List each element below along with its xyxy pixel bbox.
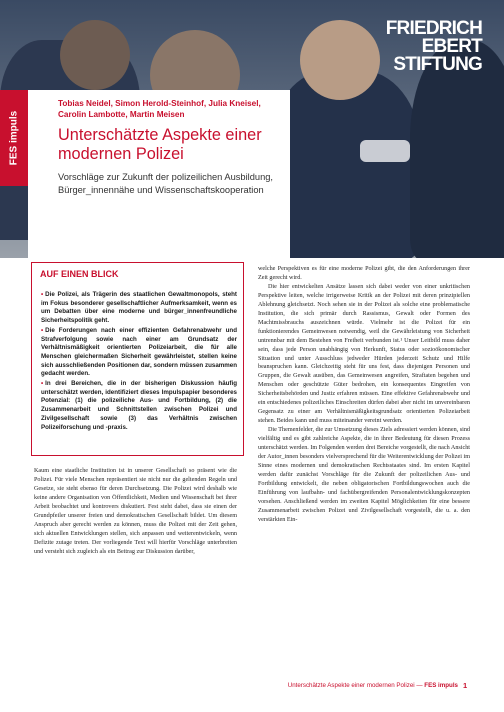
series-tab: [0, 90, 28, 186]
bullet-icon: •: [41, 380, 44, 388]
summary-item: [41, 380, 237, 432]
page-number: 1: [463, 681, 468, 690]
summary-item: [41, 327, 237, 379]
summary-item-text: Die Polizei, als Trägerin des staatlichen Gewaltmonopols, steht im Fokus besonderer gesellschaftlicher Aufmerksamkeit, wenn es um Debatten über eine moderne und bürger_innenfreundliche Sicherheitspolitik geht.: [41, 291, 237, 325]
footer-title: Unterschätzte Aspekte einer modernen Polizei —: [287, 682, 423, 689]
summary-box: [31, 262, 244, 456]
body-paragraph: Kaum eine staatliche Institution ist in unserer Gesellschaft so präsent wie die Polizei. Für viele Menschen repräsentiert sie nicht nur die geltenden Regeln und Gesetze, sie steht ebenso für deren Durchsetzung. Die Polizei wird deshalb wie keine andere Organisation von Öffentlichkeit, Medien und Wissenschaft bei ihrer Arbeit beobachtet und kontrovers diskutiert. Fest steht dabei, dass sie einen der Grundpfeiler unserer freien und demokratischen Gesellschaft bildet. Um diesem Anspruch aber gerecht werden zu können, muss die Polizei mit der Zeit gehen, sich aktuellen Entwicklungen stellen, sich anpassen und weiterentwickeln, wenn Defizite zutage treten. Der vorliegende Text will hierfür Vorschläge unterbreiten und versteht sich zugleich als ein Beitrag zur Diskussion darüber,: [34, 468, 237, 555]
body-column-right: [258, 265, 470, 525]
summary-list: [41, 291, 237, 433]
footer-series: FES impuls: [424, 682, 458, 689]
series-tab-label: FES impuls: [8, 110, 20, 166]
fes-logo: [386, 20, 482, 74]
footer-text: [288, 682, 458, 689]
summary-heading: AUF EINEN BLICK: [40, 269, 119, 279]
page-footer: [0, 682, 504, 694]
photo-figure: [60, 20, 130, 90]
logo-line: EBERT: [421, 36, 482, 57]
photo-figure: [300, 20, 380, 100]
authors: Tobias Neidel, Simon Herold-Steinhof, Julia Kneisel, Carolin Lambotte, Martin Meisen: [58, 99, 261, 120]
summary-item: [41, 291, 237, 326]
body-column-left: [34, 467, 237, 557]
page-subtitle: Vorschläge zur Zukunft der polizeilichen Ausbildung, Bürger_innennähe und Wissenschaftskooperation: [58, 172, 273, 195]
body-paragraph: Die hier entwickelten Ansätze lassen sich dabei weder von einer unkritischen Perspektive leiten, welche irrigerweise Kritik an der Polizei mit deren prinzipiellen Ablehnung gleichsetzt. Noch sehen sie in der Polizei als solche eine problematische Institution, die sich primär durch Rassismus, Gewalt oder Formen des Machtmissbrauchs auszeichnen würde. Vielmehr ist die Polizei für ein funktionierendes Gemeinwesen notwendig, weil die Gewährleistung von Sicherheit untrennbar mit dem Bestehen von Freiheit verbunden ist.¹ Unser Leitbild muss daher sein, dass jede Person unabhängig von Herkunft, Status oder sozioökonomischer Situation und unter Ausschluss jedweder Hürden jederzeit Schutz und Hilfe beanspruchen kann. Gleichzeitig steht für uns fest, dass diejenigen Personen und Gruppen, die Gewalt ausüben, das Gemeinwesen angreifen, Straftaten begehen und Menschen oder geschützte Güter bedrohen, ein konsequentes Eingreifen von Sicherheitsbehörden und Justiz erfahren müssen. Eine effektive Gefahrenabwehr und ein entschiedenes polizeiliches Einschreiten dürfen dabei aber nicht im unvereinbaren Gegensatz zu einer am Verhältnismäßigkeitsgrundsatz orientierten Polizeiarbeit stehen. Beides kann und muss miteinander vereint werden.: [258, 283, 470, 425]
photo-badge: [360, 140, 410, 162]
body-paragraph: welche Perspektiven es für eine moderne Polizei gibt, die den Anforderungen ihrer Zeit gerecht wird.: [258, 266, 470, 281]
logo-line: STIFTUNG: [393, 54, 482, 75]
bullet-icon: •: [41, 291, 44, 298]
summary-item-text: In drei Bereichen, die in der bisherigen Diskussion häufig unterschätzt werden, identifiziert dieses Impulspapier besonderes Potenzial: (1) die polizeiliche Aus- und Fortbildung, (2) die Zusammenarbeit und Schnittstellen zwischen Polizei und Zivilgesellschaft sowie (3) das Verhältnis zwischen Polizeiforschung und -praxis.: [41, 380, 237, 431]
bullet-icon: •: [41, 326, 44, 334]
page-title: Unterschätzte Aspekte einer modernen Polizei: [58, 126, 262, 163]
body-paragraph: Die Themenfelder, die zur Umsetzung dieses Ziels adressiert werden können, sind vielfältig und es gibt zahlreiche Aspekte, die in ihrer Bedeutung für diesen Prozess unterschätzt werden. Im Folgenden werden drei Bereiche vorgestellt, die nach Ansicht der Autor_innen besonders vielversprechend für die Weiterentwicklung der Polizei im Sinne eines modernen und demokratischen Rechtsstaates sind. Im ersten Kapitel werden dafür zunächst Vorschläge für die Zukunft der polizeilichen Aus- und Fortbildung entwickelt, die neben obligatorischen Fortbildungswochen auch die Einführung von laufbahn- und fachübergreifenden Personalentwicklungskonzepten vorsehen. Anschließend werden im zweiten Kapitel Möglichkeiten für eine bessere Zusammenarbeit zwischen Polizei und Zivilgesellschaft vorgestellt, die u. a. den verstärkten Ein-: [258, 427, 471, 523]
summary-item-text: Die Forderungen nach einer effizienten Gefahrenabwehr und Strafverfolgung sowie nach einer am Grundsatz der Verhältnismäßigkeit orientierten Polizeiarbeit, die für alle Menschen gleichermaßen Sicherheit gewährleistet, stellen keine sich ausschließenden Positionen dar, sondern müssen zusammen gedacht werden.: [41, 326, 237, 378]
logo-line: FRIEDRICH: [385, 18, 482, 39]
